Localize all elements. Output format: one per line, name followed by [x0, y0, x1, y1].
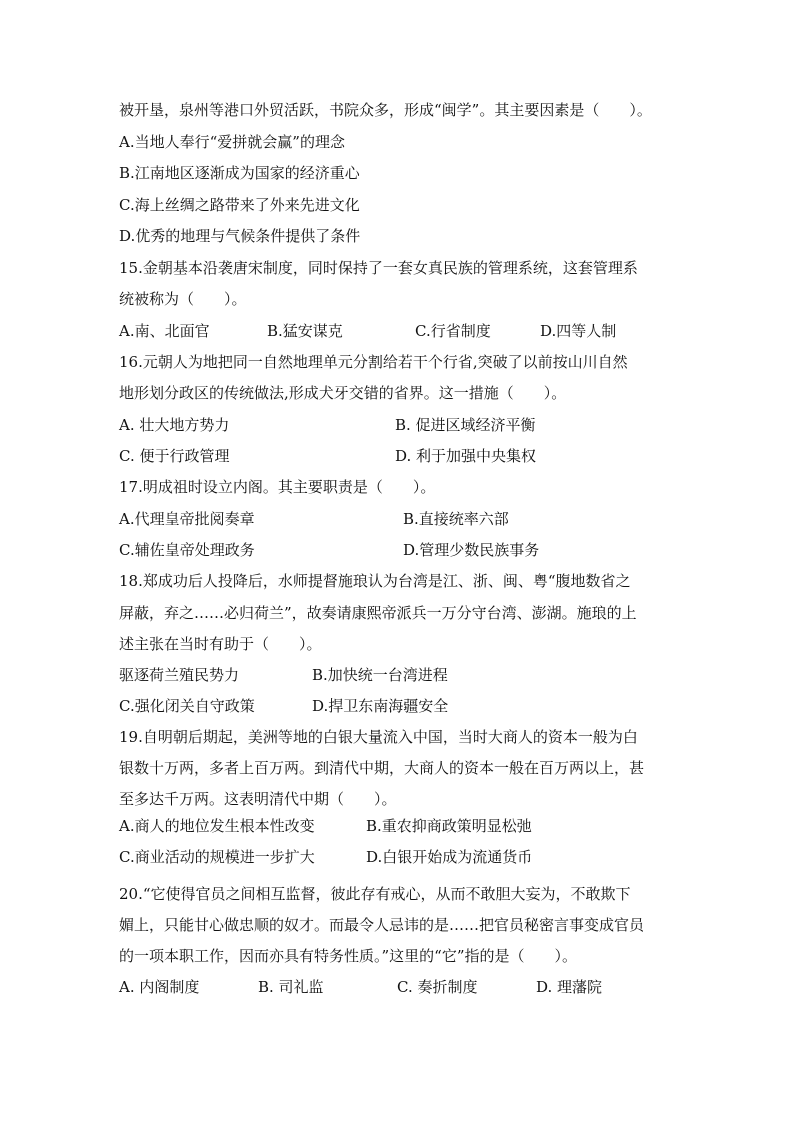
- q16-option-b: B. 促进区域经济平衡: [395, 416, 536, 434]
- q17-option-a: A.代理皇帝批阅奏章: [119, 510, 255, 528]
- q20-stem-line-3: 的一项本职工作，因而亦具有特务性质。”这里的“它”指的是（ ）。: [119, 947, 578, 965]
- q14-option-c: C.海上丝绸之路带来了外来先进文化: [119, 196, 360, 214]
- q19-option-b: B.重农抑商政策明显松弛: [366, 817, 532, 835]
- q20-option-d: D. 理藩院: [536, 978, 603, 996]
- q15-stem-line-2: 统被称为（ ）。: [119, 290, 247, 308]
- q18-option-d: D.捍卫东南海疆安全: [312, 697, 449, 715]
- q20-stem-line-2: 媚上，只能甘心做忠顺的奴才。而最令人忌讳的是……把官员秘密言事变成官员: [119, 916, 645, 934]
- q19-stem-line-1: 19.自明朝后期起，美洲等地的白银大量流入中国，当时大商人的资本一般为白: [119, 728, 638, 746]
- q17-stem-line-1: 17.明成祖时设立内阁。其主要职责是（ ）。: [119, 478, 436, 496]
- q17-option-d: D.管理少数民族事务: [403, 541, 540, 559]
- q19-stem-line-3: 至多达千万两。这表明清代中期（ ）。: [119, 790, 397, 808]
- q18-option-b: B.加快统一台湾进程: [312, 666, 448, 684]
- q17-option-b: B.直接统率六部: [403, 510, 509, 528]
- q18-option-c: C.强化闭关自守政策: [119, 697, 255, 715]
- q16-option-d: D. 利于加强中央集权: [395, 447, 537, 465]
- q18-stem-line-1: 18.郑成功后人投降后，水师提督施琅认为台湾是江、浙、闽、粤“腹地数省之: [119, 572, 631, 590]
- q19-option-a: A.商人的地位发生根本性改变: [119, 817, 315, 835]
- q19-option-c: C.商业活动的规模进一步扩大: [119, 848, 315, 866]
- q18-option-a: 驱逐荷兰殖民势力: [119, 666, 240, 684]
- q16-stem-line-2: 地形划分政区的传统做法,形成犬牙交错的省界。这一措施（ ）。: [119, 384, 567, 402]
- q15-stem-line-1: 15.金朝基本沿袭唐宋制度，同时保持了一套女真民族的管理系统，这套管理系: [119, 259, 638, 277]
- q14-option-d: D.优秀的地理与气候条件提供了条件: [119, 227, 361, 245]
- q20-option-a: A. 内阁制度: [119, 978, 200, 996]
- q18-stem-line-2: 屏蔽，弃之……必归荷兰”，故奏请康熙帝派兵一万分守台湾、澎湖。施琅的上: [119, 604, 637, 622]
- q16-option-c: C. 便于行政管理: [119, 447, 230, 465]
- q14-option-a: A.当地人奉行“爱拼就会赢”的理念: [119, 133, 345, 151]
- q19-option-d: D.白银开始成为流通货币: [366, 848, 533, 866]
- q14-stem-line: 被开垦，泉州等港口外贸活跃，书院众多，形成“闽学”。其主要因素是（ ）。: [119, 101, 652, 119]
- q15-option-a: A.南、北面官: [119, 322, 210, 340]
- q19-stem-line-2: 银数十万两，多者上百万两。到清代中期，大商人的资本一般在百万两以上，甚: [119, 759, 645, 777]
- q20-option-b: B. 司礼监: [258, 978, 324, 996]
- q15-option-c: C.行省制度: [415, 322, 491, 340]
- q16-option-a: A. 壮大地方势力: [119, 416, 230, 434]
- q15-option-d: D.四等人制: [540, 322, 617, 340]
- q15-option-b: B.猛安谋克: [267, 322, 343, 340]
- q14-option-b: B.江南地区逐渐成为国家的经济重心: [119, 164, 360, 182]
- q20-option-c: C. 奏折制度: [397, 978, 478, 996]
- q16-stem-line-1: 16.元朝人为地把同一自然地理单元分割给若干个行省,突破了以前按山川自然: [119, 353, 628, 371]
- q17-option-c: C.辅佐皇帝处理政务: [119, 541, 255, 559]
- q18-stem-line-3: 述主张在当时有助于（ ）。: [119, 635, 322, 653]
- q20-stem-line-1: 20.“它使得官员之间相互监督，彼此存有戒心，从而不敢胆大妄为，不敢欺下: [119, 885, 631, 903]
